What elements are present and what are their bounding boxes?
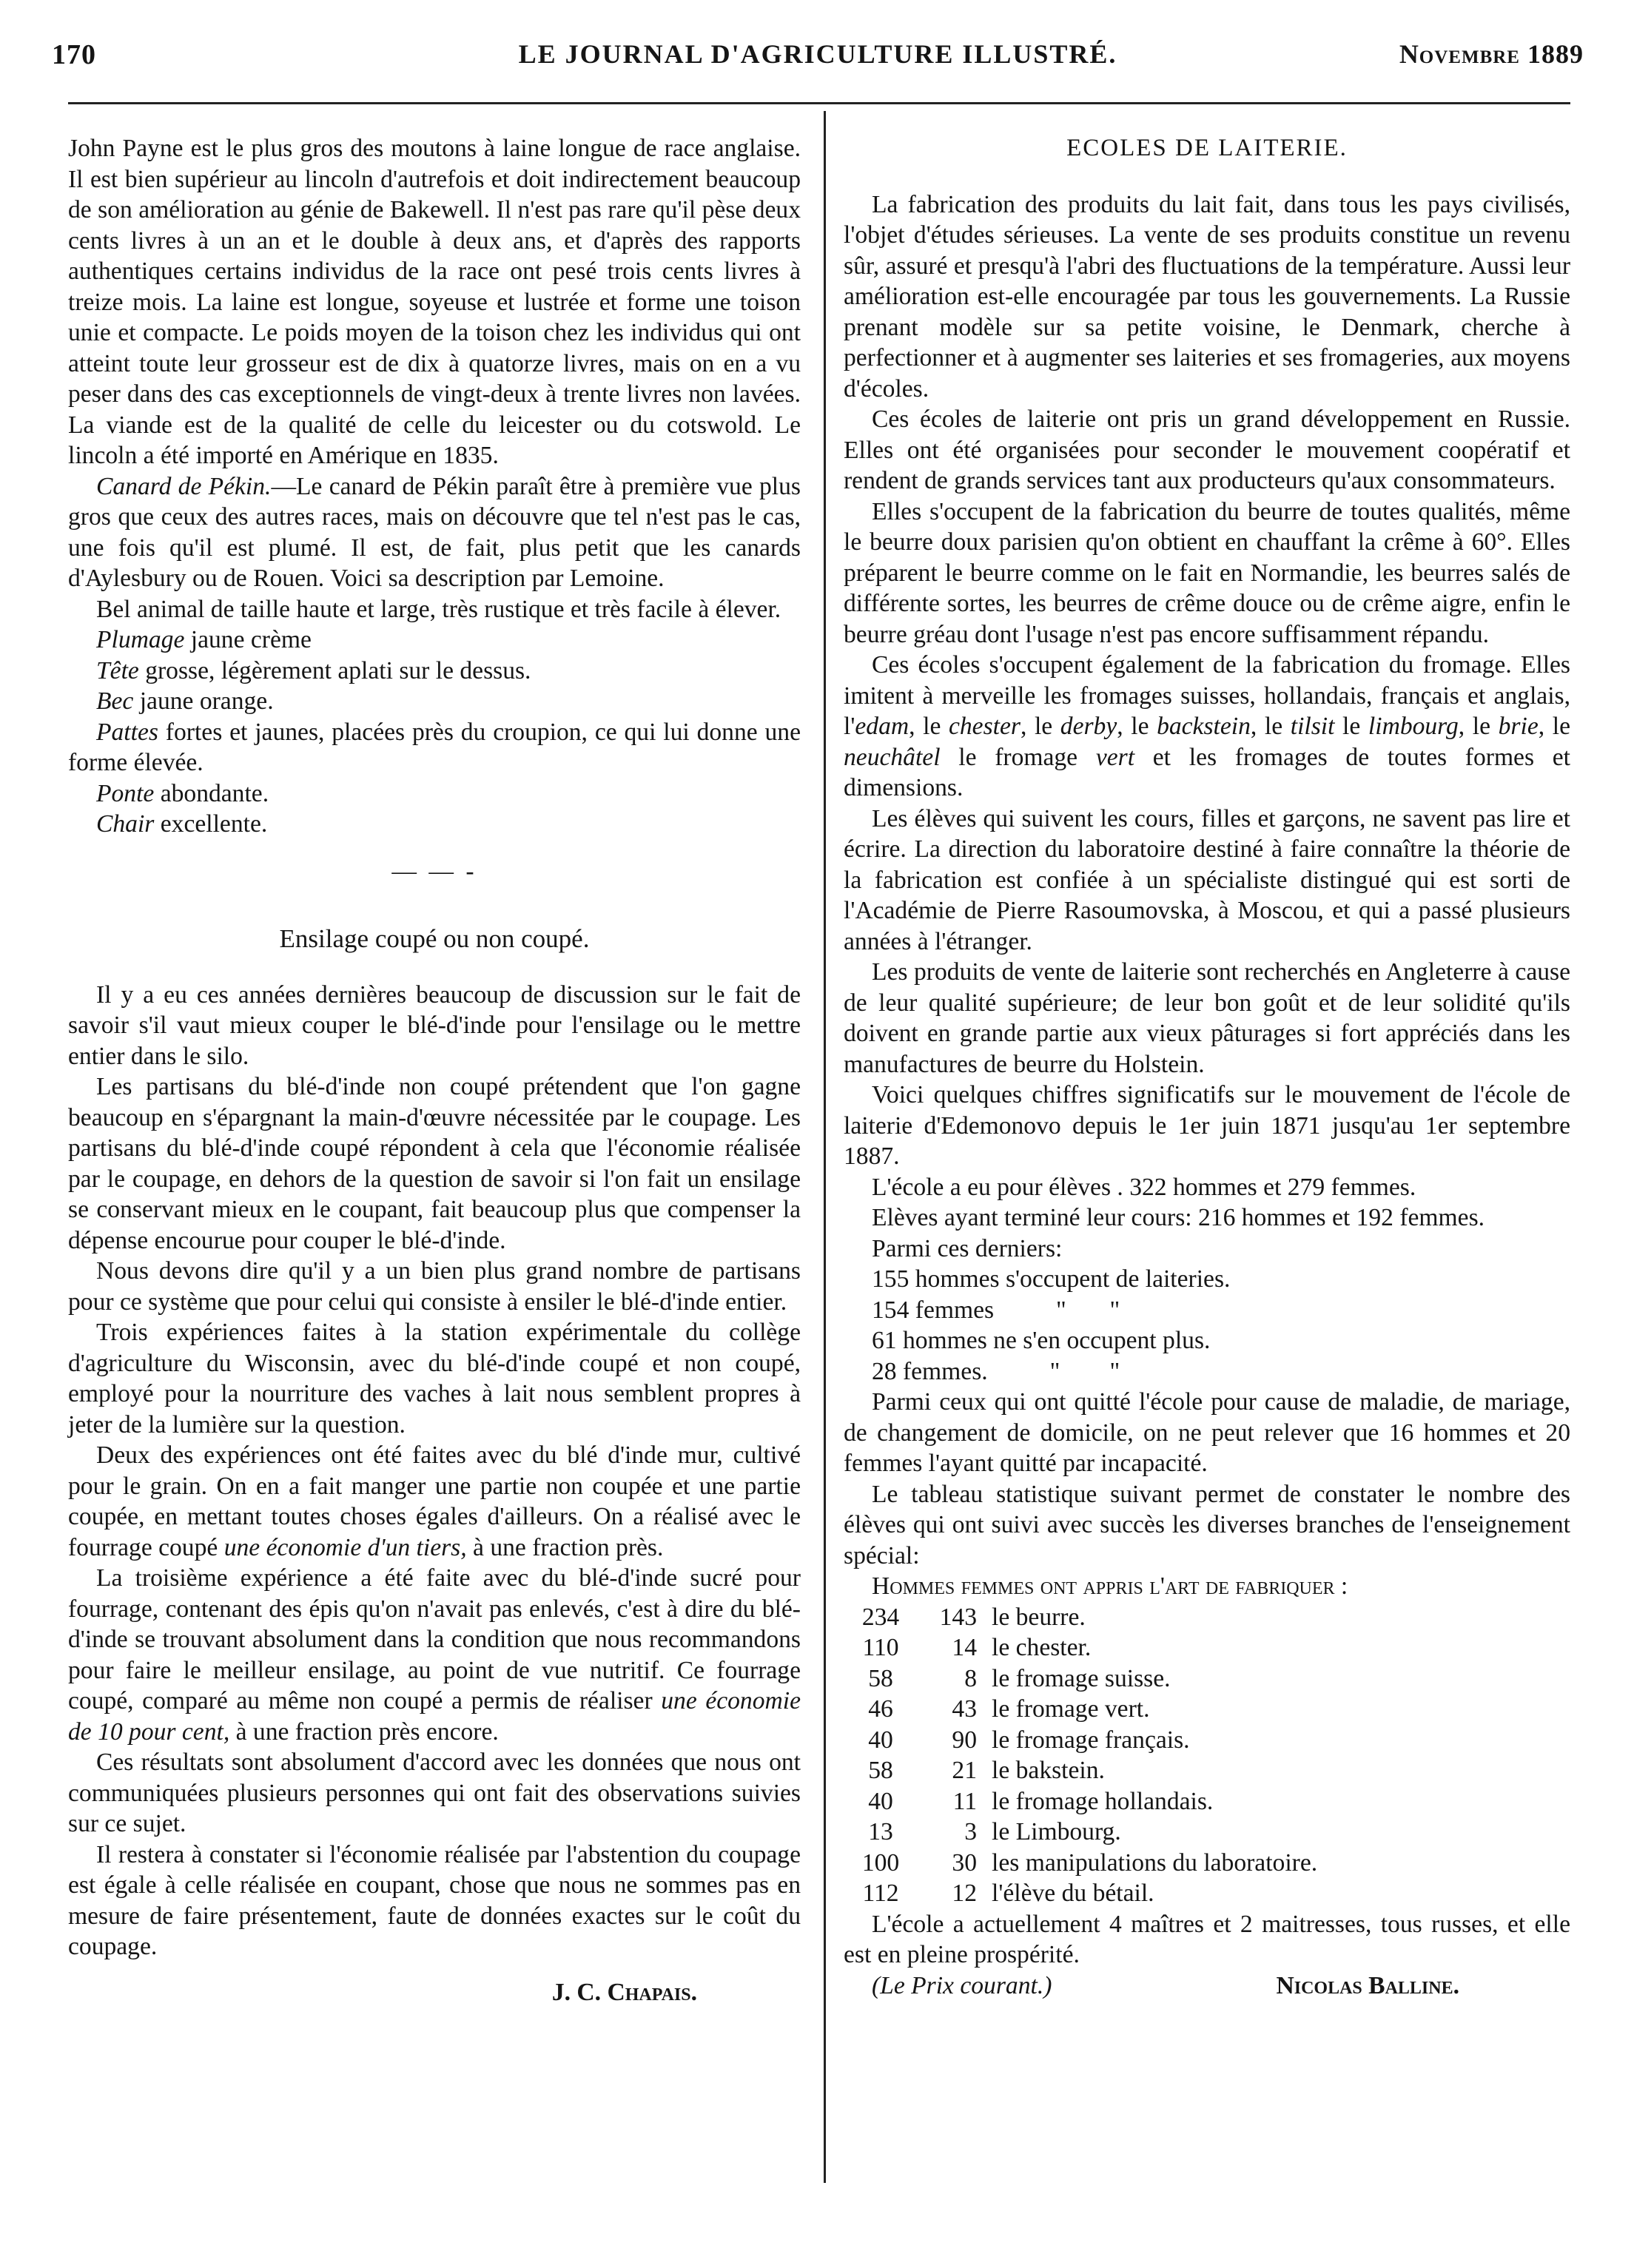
list-item: 28 femmes. " " — [872, 1357, 1120, 1385]
article-paragraph: Parmi ceux qui ont quitté l'école pour cause de maladie, de mariage, de changement de domicile, on ne peut relever que 16 hommes et 20 femmes l'ayant quitté par incapacité. — [844, 1388, 1570, 1477]
article-paragraph: La troisième expérience a été faite avec du blé-d'inde sucré pour fourrage, contenant des épis qu'on n'avait pas enlevés, c'est à dire du blé-d'inde se trouvant absolument dans la condition que nous recommandons pour faire le meilleur ensilage, au point de vue nutritif. Ce fourrage coupé, comparé au même non coupé a permis de réaliser une économie de 10 pour cent, à une fraction près encore. — [68, 1564, 801, 1746]
column-divider — [824, 111, 826, 2183]
table-row: 58 8 le fromage suisse. — [868, 1664, 1171, 1692]
header-rule — [68, 102, 1570, 104]
article-paragraph: L'école a actuellement 4 maîtres et 2 maitresses, tous russes, et elle est en pleine prospérité. — [844, 1910, 1570, 1968]
issue-date: Novembre 1889 — [1399, 39, 1584, 69]
page-header — [52, 38, 1584, 75]
list-item: 155 hommes s'occupent de laiteries. — [872, 1265, 1231, 1293]
list-intro: Parmi ces derniers: — [872, 1234, 1063, 1262]
article-paragraph: Ces écoles de laiterie ont pris un grand développement en Russie. Elles ont été organisées pour seconder le mouvement coopératif et rendent de grands services tant aux producteurs qu'aux consommateurs. — [844, 406, 1570, 494]
page-number: 170 — [52, 39, 96, 70]
spec-line: Bec jaune orange. — [96, 687, 274, 715]
section-heading: Ensilage coupé ou non coupé. — [279, 924, 590, 953]
article-paragraph: Bel animal de taille haute et large, très rustique et très facile à élever. — [96, 595, 781, 623]
table-row: 40 90 le fromage français. — [868, 1726, 1190, 1754]
spec-line: Ponte abondante. — [96, 779, 269, 807]
article-paragraph: Voici quelques chiffres significatifs sur le mouvement de l'école de laiterie d'Edemonovo depuis le 1er juin 1871 jusqu'au 1er septembre 1887. — [844, 1081, 1570, 1170]
section-separator: — — - — [391, 857, 477, 885]
table-row: 234 143 le beurre. — [861, 1603, 1086, 1631]
spec-line: Plumage jaune crème — [96, 626, 312, 653]
table-row: 112 12 l'élève du bétail. — [862, 1880, 1154, 1907]
article-paragraph: La fabrication des produits du lait fait, dans tous les pays civilisés, l'objet d'études sérieuses. La vente de ses produits constitue un revenu sûr, assuré et presqu'à l'abri des fluctuations de la température. Aussi leur amélioration est-elle encouragée par tous les gouvernements. La Russie prenant modèle sur sa petite voisine, le Denmark, cherche à perfectionner et à augmenter ses laiteries et ses fromageries, aux moyens d'écoles. — [844, 190, 1570, 403]
table-row: 58 21 le bakstein. — [868, 1757, 1105, 1784]
table-row: 100 30 les manipulations du laboratoire. — [861, 1848, 1318, 1877]
author-signature: J. C. Chapais. — [551, 1978, 697, 2006]
article-paragraph: Trois expériences faites à la station expérimentale du collège d'agriculture du Wisconsin, avec du blé-d'inde coupé et non coupé, employé pour la nourriture des vaches à lait nous semblent propres à jeter de la lumière sur la question. — [68, 1319, 801, 1438]
article-paragraph: Les partisans du blé-d'inde non coupé prétendent que l'on gagne beaucoup en s'épargnant la main-d'œuvre nécessitée par le coupage. Les partisans du blé-d'inde coupé répondent à cela que l'économie réalisée par le coupage, en dehors de la question de savoir si l'on fait un ensilage se conservant mieux en le coupant, fait beaucoup plus que compenser la dépense encourue pour couper le blé-d'inde. — [68, 1073, 801, 1254]
left-column — [68, 133, 801, 2008]
journal-title: LE JOURNAL D'AGRICULTURE ILLUSTRÉ. — [518, 39, 1117, 69]
canard-heading: Canard de Pékin. — [96, 472, 272, 500]
spec-line: Pattes fortes et jaunes, placées près du croupion, ce qui lui donne une forme élevée. — [68, 718, 801, 776]
article-paragraph: L'école a eu pour élèves . 322 hommes et 279 femmes. — [872, 1173, 1416, 1201]
article-paragraph: Nous devons dire qu'il y a un bien plus grand nombre de partisans pour ce système que pour celui qui consiste à ensiler le blé-d'inde entier. — [68, 1257, 801, 1316]
article-paragraph: Elles s'occupent de la fabrication du beurre de toutes qualités, même le beurre doux parisien qu'on obtient en chauffant la crême à 60°. Elles préparent le beurre comme on le fait en Normandie, les beurres salés de différente sortes, les beurres de crême douce ou de crême aigre, enfin le beurre gréau dont l'usage n'est pas encore suffisamment répandu. — [844, 497, 1570, 648]
article-paragraph: Ces écoles s'occupent également de la fabrication du fromage. Elles imitent à merveille les fromages suisses, hollandais, français et anglais, l'edam, le chester, le derby, le backstein, le tilsit le limbourg, le brie, le neuchâtel le fromage vert et les fromages de toutes formes et dimensions. — [844, 651, 1570, 801]
article-paragraph: John Payne est le plus gros des moutons à laine longue de race anglaise. Il est bien supérieur au lincoln d'autrefois et doit indirectement beaucoup de son amélioration au génie de Bakewell. Il n'est pas rare qu'il pèse deux cents livres à un an et le double à deux ans, et d'après des rapports authentiques certains individus de la race ont pesé trois cents livres à treize mois. La laine est longue, soyeuse et lustrée et forme une toison unie et compacte. Le poids moyen de la toison chez les individus qui ont atteint toute leur grosseur est de dix à quatorze livres, mais on en a vu peser dans des cas exceptionnels de vingt-deux à trente livres non lavées. La viande est de la qualité de celle du leicester ou du cotswold. Le lincoln a été importé en Amérique en 1835. — [68, 135, 801, 469]
article-paragraph: Les produits de vente de laiterie sont recherchés en Angleterre à cause de leur qualité supérieure; de leur bon goût et de leur solidité qu'ils doivent en grande partie aux vieux pâturages si fort appréciés dans les manufactures de beurre du Holstein. — [844, 958, 1570, 1078]
article-paragraph: Elèves ayant terminé leur cours: 216 hommes et 192 femmes. — [872, 1204, 1485, 1231]
section-heading: ECOLES DE LAITERIE. — [1066, 135, 1348, 161]
right-column — [844, 133, 1570, 2002]
article-paragraph: Les élèves qui suivent les cours, filles et garçons, ne savent pas lire et écrire. La direction du laboratoire destiné à faire connaître la théorie de la fabrication est confiée à un spécialiste distingué qui est sorti de l'Académie de Pierre Rasoumovska, à Moscou, et qui a passé plusieurs années à l'étranger. — [844, 804, 1570, 955]
spec-line: Chair excellente. — [96, 810, 268, 838]
table-row: 40 11 le fromage hollandais. — [868, 1787, 1214, 1815]
list-item: 154 femmes " " — [872, 1296, 1120, 1324]
article-paragraph: Canard de Pékin.—Le canard de Pékin paraît être à première vue plus gros que ceux des autres races, mais on découvre que tel n'est pas le cas, une fois qu'il est plumé. Il est, de fait, plus petit que les canards d'Aylesbury ou de Rouen. Voici sa description par Lemoine. — [68, 472, 801, 592]
stat-table-header: Hommes femmes ont appris l'art de fabriquer : — [872, 1572, 1348, 1600]
table-row: 110 14 le chester. — [862, 1634, 1092, 1661]
table-row: 46 43 le fromage vert. — [868, 1695, 1150, 1723]
article-paragraph: Deux des expériences ont été faites avec du blé d'inde mur, cultivé pour le grain. On en a fait manger une partie non coupée et une partie coupée, en mettant toutes choses égales d'ailleurs. On a réalisé avec le fourrage coupé une économie d'un tiers, à une fraction près. — [68, 1441, 801, 1561]
spec-line: Tête grosse, légèrement aplati sur le dessus. — [96, 656, 531, 684]
stat-table — [844, 1602, 1317, 1909]
article-paragraph: Le tableau statistique suivant permet de constater le nombre des élèves qui ont suivi avec succès les diverses branches de l'enseignement spécial: — [844, 1480, 1570, 1569]
article-paragraph: Il y a eu ces années dernières beaucoup de discussion sur le fait de savoir s'il vaut mieux couper le blé-d'inde pour l'ensilage ou le mettre entier dans le silo. — [68, 980, 801, 1070]
article-paragraph: Ces résultats sont absolument d'accord avec les données que nous ont communiquées plusieurs personnes qui ont fait des observations suivies sur ce sujet. — [68, 1749, 801, 1837]
author-signature: Nicolas Balline. — [1276, 1972, 1459, 1999]
table-row: 13 3 le Limbourg. — [868, 1818, 1121, 1845]
article-paragraph: Il restera à constater si l'économie réalisée par l'abstention du coupage est égale à celle réalisée en coupant, chose que nous ne sommes pas en mesure de faire présentement, faute de données exactes sur le coût du coupage. — [68, 1840, 801, 1960]
list-item: 61 hommes ne s'en occupent plus. — [872, 1327, 1211, 1354]
source-citation: (Le Prix courant.) — [872, 1971, 1052, 1999]
